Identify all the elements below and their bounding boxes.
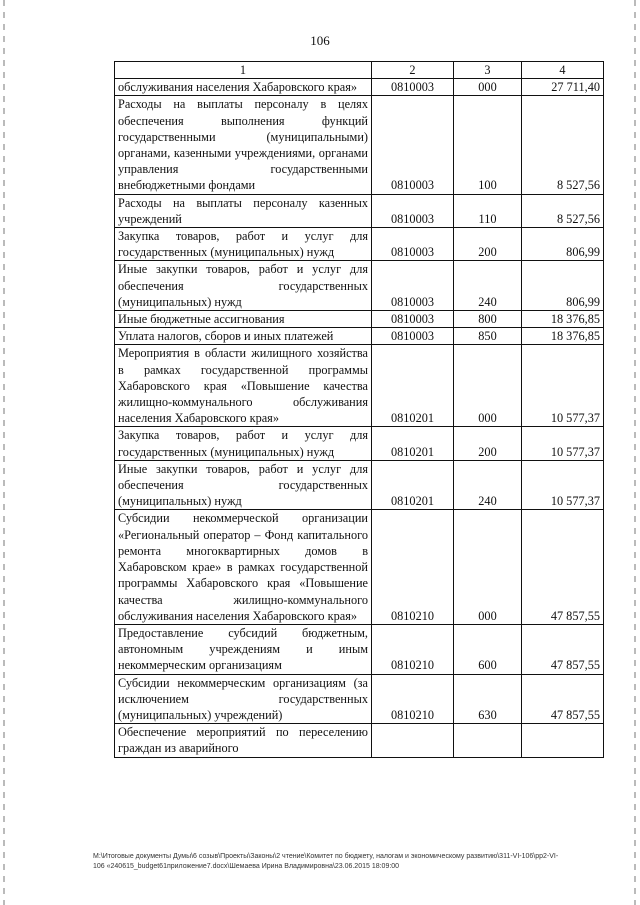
row-amount-cell: 806,99 — [522, 228, 604, 261]
row-expense-type-cell: 240 — [454, 261, 522, 311]
table-row — [115, 96, 604, 194]
row-code-cell: 0810003 — [372, 228, 454, 261]
table-row — [115, 261, 604, 311]
row-code-cell: 0810201 — [372, 460, 454, 510]
row-name-cell: Субсидии некоммерческой организации «Региональный оператор – Фонд капитального ремонта многоквартирных домов в Хабаровском крае» в рамках государственной программы Хабаровского края «Повышение качества жилищно-коммунального обслуживания населения Хабаровского края» — [115, 510, 372, 624]
scan-edge-right — [634, 0, 636, 905]
row-expense-type-cell: 600 — [454, 624, 522, 674]
row-amount-cell: 10 577,37 — [522, 460, 604, 510]
row-expense-type-cell: 200 — [454, 427, 522, 460]
table-row — [115, 510, 604, 624]
row-name-cell: Мероприятия в области жилищного хозяйства в рамках государственной программы Хабаровского края «Повышение качества жилищно-коммунального обслуживания населения Хабаровского края» — [115, 345, 372, 427]
row-expense-type-cell: 240 — [454, 460, 522, 510]
row-code-cell: 0810003 — [372, 194, 454, 227]
row-code-cell: 0810003 — [372, 311, 454, 328]
row-code-cell: 0810003 — [372, 96, 454, 194]
row-amount-cell: 8 527,56 — [522, 96, 604, 194]
row-expense-type-cell — [454, 724, 522, 757]
row-expense-type-cell: 110 — [454, 194, 522, 227]
row-name-cell: Расходы на выплаты персоналу казенных учреждений — [115, 194, 372, 227]
table-row — [115, 345, 604, 427]
row-code-cell: 0810210 — [372, 674, 454, 724]
table-row — [115, 79, 604, 96]
row-name-cell: Иные закупки товаров, работ и услуг для обеспечения государственных (муниципальных) нужд — [115, 261, 372, 311]
row-code-cell: 0810210 — [372, 510, 454, 624]
row-expense-type-cell: 000 — [454, 345, 522, 427]
table-row — [115, 674, 604, 724]
row-amount-cell: 47 857,55 — [522, 624, 604, 674]
scan-edge-left — [3, 0, 5, 905]
row-code-cell: 0810201 — [372, 345, 454, 427]
row-name-cell: Иные бюджетные ассигнования — [115, 311, 372, 328]
row-expense-type-cell: 800 — [454, 311, 522, 328]
table-row — [115, 328, 604, 345]
table-row — [115, 194, 604, 227]
row-code-cell — [372, 724, 454, 757]
row-amount-cell: 18 376,85 — [522, 328, 604, 345]
row-code-cell: 0810003 — [372, 328, 454, 345]
table-row — [115, 427, 604, 460]
row-expense-type-cell: 200 — [454, 228, 522, 261]
row-name-cell: Закупка товаров, работ и услуг для государственных (муниципальных) нужд — [115, 228, 372, 261]
row-name-cell: Уплата налогов, сборов и иных платежей — [115, 328, 372, 345]
row-name-cell: Субсидии некоммерческим организациям (за исключением государственных (муниципальных) учреждений) — [115, 674, 372, 724]
table-header-row — [115, 62, 604, 79]
row-amount-cell: 10 577,37 — [522, 427, 604, 460]
row-code-cell: 0810201 — [372, 427, 454, 460]
row-expense-type-cell: 000 — [454, 510, 522, 624]
document-footer — [93, 852, 623, 872]
row-expense-type-cell: 850 — [454, 328, 522, 345]
table-row — [115, 311, 604, 328]
row-amount-cell: 47 857,55 — [522, 674, 604, 724]
row-expense-type-cell: 100 — [454, 96, 522, 194]
row-amount-cell: 27 711,40 — [522, 79, 604, 96]
column-header-1: 1 — [115, 62, 372, 79]
table-row — [115, 228, 604, 261]
footer-path-line-2: 106 «240615_budget61приложение7.docx\Шемаева Ирина Владимировна\23.06.2015 18:09:00 — [93, 863, 400, 870]
row-code-cell: 0810210 — [372, 624, 454, 674]
row-code-cell: 0810003 — [372, 261, 454, 311]
column-header-2: 2 — [372, 62, 454, 79]
page-number: 106 — [310, 33, 330, 48]
row-name-cell: Закупка товаров, работ и услуг для государственных (муниципальных) нужд — [115, 427, 372, 460]
row-amount-cell: 47 857,55 — [522, 510, 604, 624]
footer-path-line-1: M:\Итоговые документы Думы\6 созыв\Проекты\Законы\2 чтение\Комитет по бюджету, налогам и экономическому развитию\311-VI-106\рр2-VI- — [93, 853, 559, 860]
column-header-3: 3 — [454, 62, 522, 79]
row-amount-cell — [522, 724, 604, 757]
table-row — [115, 460, 604, 510]
row-name-cell: Иные закупки товаров, работ и услуг для обеспечения государственных (муниципальных) нужд — [115, 460, 372, 510]
row-name-cell: Расходы на выплаты персоналу в целях обеспечения выполнения функций государственными (муниципальными) органами, казенными учреждениями, органами управления государственными внебюджетными фондами — [115, 96, 372, 194]
row-name-cell: Предоставление субсидий бюджетным, автономным учреждениям и иным некоммерческим организациям — [115, 624, 372, 674]
row-amount-cell: 8 527,56 — [522, 194, 604, 227]
budget-table — [114, 61, 604, 758]
row-amount-cell: 806,99 — [522, 261, 604, 311]
column-header-4: 4 — [522, 62, 604, 79]
row-expense-type-cell: 630 — [454, 674, 522, 724]
row-name-cell: обслуживания населения Хабаровского края» — [115, 79, 372, 96]
row-amount-cell: 18 376,85 — [522, 311, 604, 328]
row-code-cell: 0810003 — [372, 79, 454, 96]
table-row — [115, 624, 604, 674]
row-amount-cell: 10 577,37 — [522, 345, 604, 427]
row-name-cell: Обеспечение мероприятий по переселению граждан из аварийного — [115, 724, 372, 757]
row-expense-type-cell: 000 — [454, 79, 522, 96]
table-row — [115, 724, 604, 757]
